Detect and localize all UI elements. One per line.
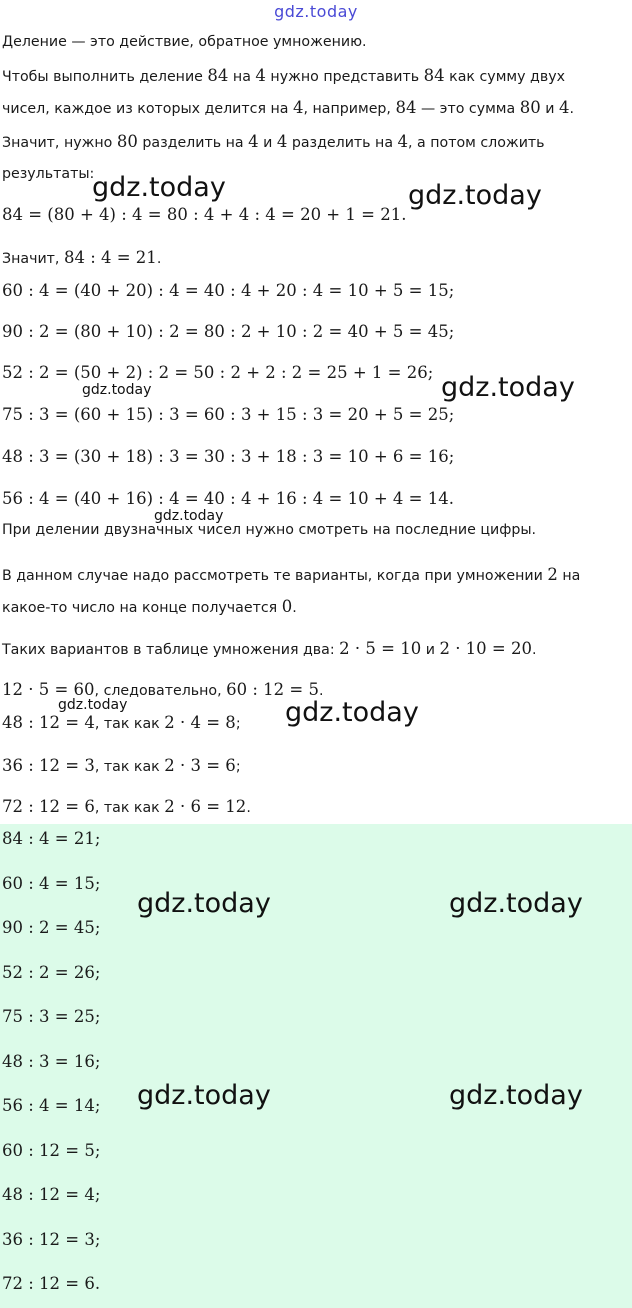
- answer-line: 60 : 4 = 15;: [2, 874, 101, 893]
- text-fragment: и: [421, 642, 440, 658]
- text-fragment: .: [318, 683, 324, 699]
- explanation-line: [2, 322, 454, 341]
- math-fragment: 52 : 2 = (50 + 2) : 2 = 50 : 2 + 2 : 2 = 25 + 1 = 26;: [2, 363, 434, 382]
- text-fragment: .: [532, 642, 537, 658]
- watermark: gdz.today: [441, 372, 575, 403]
- math-fragment: 2 · 3 = 6: [164, 756, 236, 775]
- explanation-line: [2, 34, 367, 50]
- answer-line: 36 : 12 = 3;: [2, 1230, 101, 1249]
- text-fragment: разделить на: [287, 135, 398, 151]
- text-fragment: Значит,: [2, 251, 64, 267]
- watermark: gdz.today: [92, 172, 226, 203]
- math-fragment: 60 : 4 = (40 + 20) : 4 = 40 : 4 + 20 : 4 = 10 + 5 = 15;: [2, 281, 455, 300]
- math-fragment: 80: [116, 132, 138, 151]
- header-watermark: gdz.today: [274, 2, 358, 21]
- math-fragment: 4: [276, 132, 288, 151]
- explanation-line: [2, 522, 536, 538]
- text-fragment: , например,: [303, 101, 396, 117]
- text-fragment: Таких вариантов в таблице умножения два:: [2, 642, 340, 658]
- watermark-small: gdz.today: [58, 697, 128, 713]
- explanation-line: [2, 489, 454, 508]
- text-fragment: результаты:: [2, 166, 95, 182]
- text-fragment: нужно представить: [265, 69, 424, 85]
- text-fragment: .: [246, 800, 251, 816]
- watermark: gdz.today: [408, 180, 542, 211]
- math-fragment: 90 : 2 = (80 + 10) : 2 = 80 : 2 + 10 : 2 = 40 + 5 = 45;: [2, 322, 455, 341]
- math-fragment: 84: [207, 66, 229, 85]
- answer-line: 75 : 3 = 25;: [2, 1007, 101, 1026]
- answer-line: 72 : 12 = 6.: [2, 1274, 101, 1293]
- explanation-line: [2, 756, 241, 775]
- answer-line: 60 : 12 = 5;: [2, 1141, 101, 1160]
- math-fragment: 75 : 3 = (60 + 15) : 3 = 60 : 3 + 15 : 3 = 20 + 5 = 25;: [2, 405, 455, 424]
- explanation-line: [2, 166, 94, 182]
- text-fragment: и: [258, 135, 277, 151]
- explanation-line: [2, 713, 241, 732]
- text-fragment: как сумму двух: [444, 69, 565, 85]
- math-fragment: 0: [281, 597, 293, 616]
- math-fragment: 4: [558, 98, 570, 117]
- math-fragment: 80: [519, 98, 541, 117]
- explanation-line: [2, 639, 537, 658]
- text-fragment: ;: [235, 716, 241, 732]
- answer-line: 52 : 2 = 26;: [2, 963, 101, 982]
- watermark: gdz.today: [285, 697, 419, 728]
- explanation-line: [2, 132, 545, 151]
- explanation-line: [2, 248, 161, 267]
- text-fragment: на: [228, 69, 256, 85]
- math-fragment: 60 : 12 = 5: [226, 680, 319, 699]
- math-fragment: 2 · 4 = 8: [164, 713, 236, 732]
- explanation-line: [2, 66, 565, 85]
- math-fragment: 4: [397, 132, 409, 151]
- text-fragment: , так как: [94, 759, 165, 775]
- watermark: gdz.today: [449, 1080, 583, 1111]
- text-fragment: ;: [235, 759, 241, 775]
- watermark: gdz.today: [137, 888, 271, 919]
- explanation-line: [2, 597, 297, 616]
- explanation-line: [2, 447, 454, 466]
- text-fragment: .: [569, 101, 574, 117]
- explanation-line: [2, 205, 406, 224]
- math-fragment: 84 : 4 = 21: [63, 248, 157, 267]
- math-fragment: 2 · 6 = 12: [164, 797, 247, 816]
- watermark: gdz.today: [449, 888, 583, 919]
- text-fragment: , так как: [94, 716, 165, 732]
- text-fragment: — это сумма: [416, 101, 520, 117]
- math-fragment: 84 = (80 + 4) : 4 = 80 : 4 + 4 : 4 = 20 + 1 = 21.: [2, 205, 407, 224]
- math-fragment: 48 : 12 = 4: [2, 713, 95, 732]
- text-fragment: Деление — это действие, обратное умножению.: [2, 34, 367, 50]
- text-fragment: на: [557, 568, 581, 584]
- explanation-line: [2, 565, 580, 584]
- text-fragment: , а потом сложить: [408, 135, 545, 151]
- explanation-line: [2, 797, 251, 816]
- answer-line: 48 : 3 = 16;: [2, 1052, 101, 1071]
- text-fragment: В данном случае надо рассмотреть те варианты, когда при умножении: [2, 568, 548, 584]
- text-fragment: какое-то число на конце получается: [2, 600, 282, 616]
- text-fragment: Значит, нужно: [2, 135, 117, 151]
- explanation-line: [2, 405, 454, 424]
- explanation-line: [2, 680, 323, 699]
- watermark: gdz.today: [137, 1080, 271, 1111]
- math-fragment: 56 : 4 = (40 + 16) : 4 = 40 : 4 + 16 : 4 = 10 + 4 = 14.: [2, 489, 454, 508]
- math-fragment: 4: [255, 66, 266, 85]
- math-fragment: 84: [395, 98, 417, 117]
- text-fragment: .: [292, 600, 297, 616]
- math-fragment: 36 : 12 = 3: [2, 756, 95, 775]
- text-fragment: , следовательно,: [94, 683, 227, 699]
- watermark-small: gdz.today: [82, 382, 152, 398]
- math-fragment: 4: [293, 98, 304, 117]
- text-fragment: , так как: [94, 800, 165, 816]
- text-fragment: Чтобы выполнить деление: [2, 69, 208, 85]
- text-fragment: чисел, каждое из которых делится на: [2, 101, 293, 117]
- math-fragment: 2 · 5 = 10: [339, 639, 422, 658]
- answer-line: 48 : 12 = 4;: [2, 1185, 101, 1204]
- math-fragment: 12 · 5 = 60: [2, 680, 95, 699]
- watermark-small: gdz.today: [154, 508, 224, 524]
- text-fragment: .: [156, 251, 162, 267]
- math-fragment: 84: [423, 66, 445, 85]
- answer-line: 56 : 4 = 14;: [2, 1096, 101, 1115]
- explanation-line: [2, 363, 433, 382]
- text-fragment: и: [540, 101, 559, 117]
- explanation-line: [2, 281, 454, 300]
- answer-line: 84 : 4 = 21;: [2, 829, 101, 848]
- math-fragment: 72 : 12 = 6: [2, 797, 95, 816]
- math-fragment: 2: [547, 565, 558, 584]
- math-fragment: 48 : 3 = (30 + 18) : 3 = 30 : 3 + 18 : 3 = 10 + 6 = 16;: [2, 447, 455, 466]
- text-fragment: разделить на: [137, 135, 249, 151]
- math-fragment: 2 · 10 = 20: [439, 639, 532, 658]
- answer-line: 90 : 2 = 45;: [2, 918, 101, 937]
- explanation-line: [2, 98, 574, 117]
- text-fragment: При делении двузначных чисел нужно смотреть на последние цифры.: [2, 522, 537, 538]
- math-fragment: 4: [248, 132, 259, 151]
